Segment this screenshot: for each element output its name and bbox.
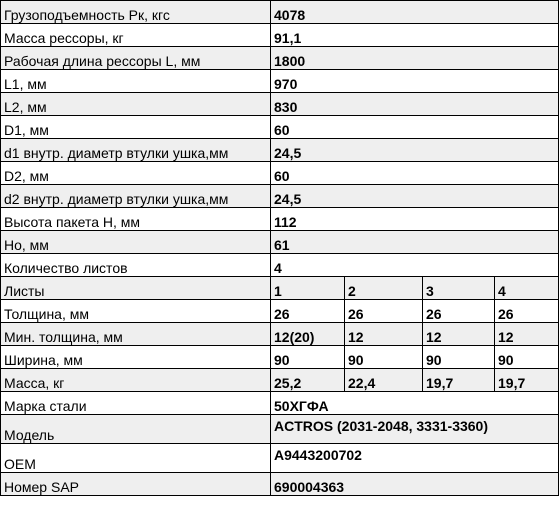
pack-height-label: Высота пакета H, мм [1, 208, 271, 231]
table-row [1, 254, 559, 277]
leaf-number: 2 [345, 277, 423, 300]
oem-value: A9443200702 [271, 444, 559, 473]
thickness-value: 26 [271, 300, 345, 323]
table-row [1, 1, 559, 24]
table-row [1, 47, 559, 70]
leaf-number: 1 [271, 277, 345, 300]
l2-value: 830 [271, 93, 559, 116]
leaf-mass-row [1, 369, 559, 392]
d1-inner-value: 24,5 [271, 139, 559, 162]
table-row [1, 162, 559, 185]
min-thickness-value: 12(20) [271, 323, 345, 346]
leaf-count-label: Количество листов [1, 254, 271, 277]
table-row [1, 70, 559, 93]
ho-label: Ho, мм [1, 231, 271, 254]
leaf-mass-value: 19,7 [423, 369, 495, 392]
table-row [1, 116, 559, 139]
thickness-label: Толщина, мм [1, 300, 271, 323]
leaves-label: Листы [1, 277, 271, 300]
min-thickness-label: Мин. толщина, мм [1, 323, 271, 346]
steel-grade-label: Марка стали [1, 392, 271, 415]
d2-label: D2, мм [1, 162, 271, 185]
working-length-value: 1800 [271, 47, 559, 70]
table-row [1, 444, 559, 473]
sap-value: 690004363 [271, 473, 559, 496]
working-length-label: Рабочая длина рессоры L, мм [1, 47, 271, 70]
width-value: 90 [495, 346, 559, 369]
steel-grade-value: 50ХГФА [271, 392, 559, 415]
table-row [1, 93, 559, 116]
pack-height-value: 112 [271, 208, 559, 231]
thickness-value: 26 [423, 300, 495, 323]
width-value: 90 [345, 346, 423, 369]
table-row [1, 185, 559, 208]
d1-label: D1, мм [1, 116, 271, 139]
min-thickness-value: 12 [495, 323, 559, 346]
model-value: ACTROS (2031-2048, 3331-3360) [271, 415, 559, 444]
leaf-thickness-row [1, 300, 559, 323]
table-row [1, 392, 559, 415]
load-capacity-value: 4078 [271, 1, 559, 24]
l1-value: 970 [271, 70, 559, 93]
spring-mass-value: 91,1 [271, 24, 559, 47]
leaf-mass-label: Масса, кг [1, 369, 271, 392]
leaf-mass-value: 22,4 [345, 369, 423, 392]
d2-inner-value: 24,5 [271, 185, 559, 208]
width-value: 90 [271, 346, 345, 369]
spring-mass-label: Масса рессоры, кг [1, 24, 271, 47]
table-row [1, 208, 559, 231]
ho-value: 61 [271, 231, 559, 254]
l1-label: L1, мм [1, 70, 271, 93]
width-value: 90 [423, 346, 495, 369]
table-row [1, 473, 559, 496]
d2-value: 60 [271, 162, 559, 185]
sap-label: Номер SAP [1, 473, 271, 496]
leaf-mass-value: 25,2 [271, 369, 345, 392]
leaf-min-thickness-row [1, 323, 559, 346]
l2-label: L2, мм [1, 93, 271, 116]
d2-inner-label: d2 внутр. диаметр втулки ушка,мм [1, 185, 271, 208]
leaf-width-row [1, 346, 559, 369]
leaf-mass-value: 19,7 [495, 369, 559, 392]
width-label: Ширина, мм [1, 346, 271, 369]
leaf-number: 3 [423, 277, 495, 300]
table-row [1, 415, 559, 444]
leaf-numbers-row [1, 277, 559, 300]
min-thickness-value: 12 [345, 323, 423, 346]
min-thickness-value: 12 [423, 323, 495, 346]
leaf-number: 4 [495, 277, 559, 300]
thickness-value: 26 [495, 300, 559, 323]
load-capacity-label: Грузоподъемность Рк, кгс [1, 1, 271, 24]
d1-inner-label: d1 внутр. диаметр втулки ушка,мм [1, 139, 271, 162]
thickness-value: 26 [345, 300, 423, 323]
table-row [1, 139, 559, 162]
table-row [1, 231, 559, 254]
model-label: Модель [1, 415, 271, 444]
leaf-count-value: 4 [271, 254, 559, 277]
table-row [1, 24, 559, 47]
oem-label: OEM [1, 444, 271, 473]
d1-value: 60 [271, 116, 559, 139]
